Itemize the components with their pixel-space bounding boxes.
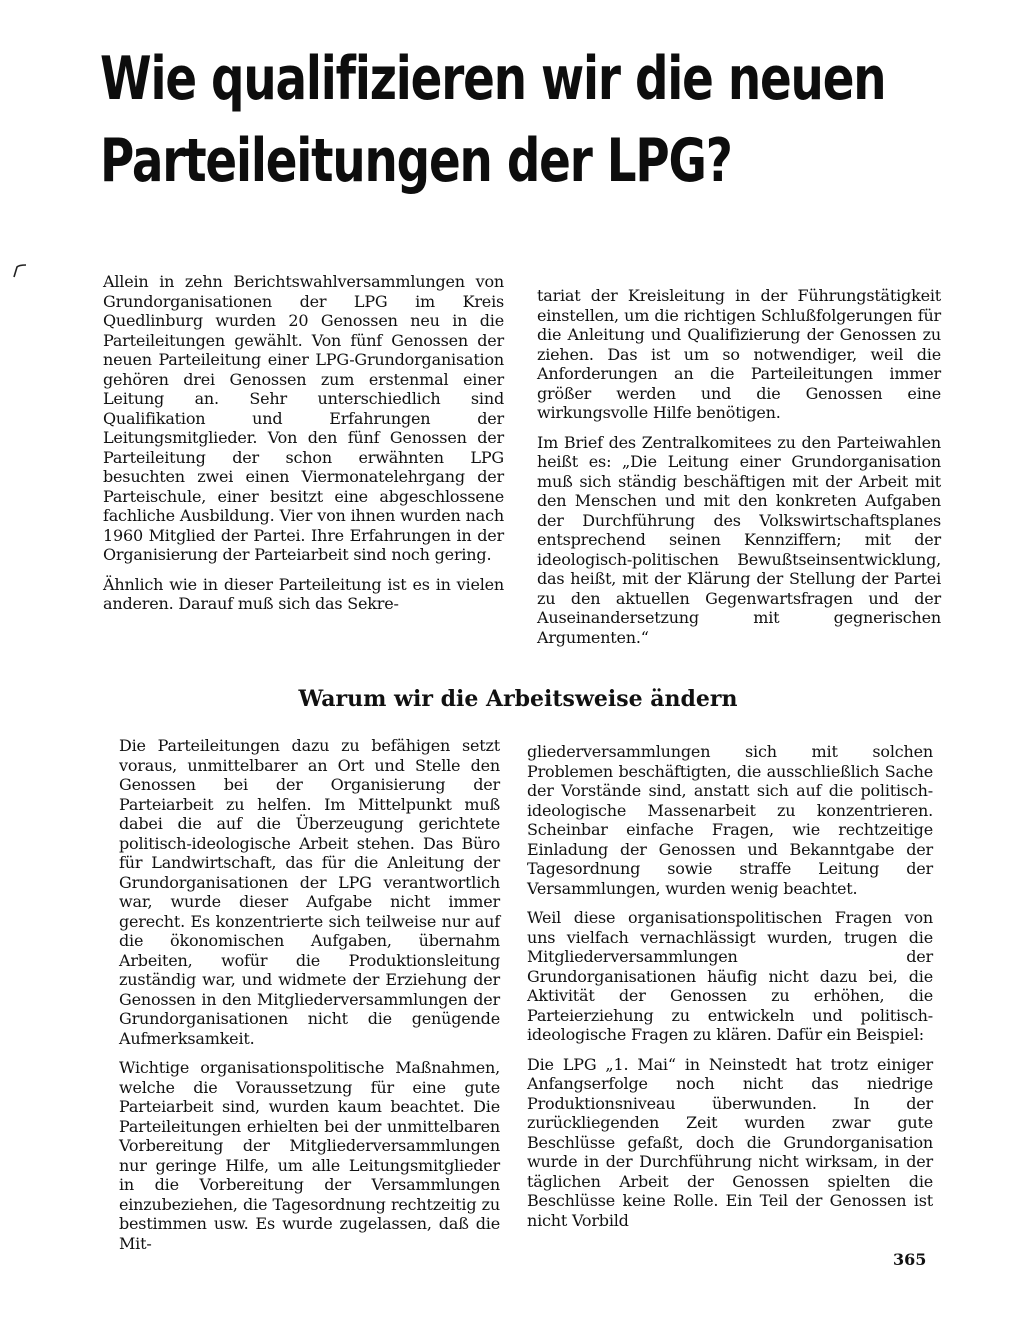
paragraph: Im Brief des Zentralkomitees zu den Parteiwahlen heißt es: „Die Leitung einer Grundorganisation muß sich ständig beschäftigen mit der Arbeit mit den Menschen und mit den konkreten Aufgaben der Durchführung des Volkswirtschaftsplanes entsprechend seinen Kennziffern; mit der ideologisch-politischen Bewußtseinsentwicklung, das heißt, mit der Klärung der Stellung der Partei zu den aktuellen Gegenwartsfragen und der Auseinandersetzung mit gegnerischen Argumenten.“ (537, 432, 941, 647)
article-title (100, 38, 886, 202)
column-4 (527, 742, 933, 1240)
margin-mark-icon (12, 264, 28, 278)
column-1 (103, 272, 504, 624)
title-line-1: Wie qualifizieren wir die neuen (100, 44, 886, 114)
paragraph: gliederversammlungen sich mit solchen Problemen beschäftigten, die ausschließlich Sache der Vorstände sind, anstatt sich auf die politisch-ideologische Massenarbeit zu konzentrieren. Scheinbar einfache Fragen, wie rechtzeitige Einladung der Genossen und Bekanntgabe der Tagesordnung sowie straffe Leitung der Versammlungen, wurden wenig beachtet. (527, 742, 933, 898)
section-heading: Warum wir die Arbeitsweise ändern (298, 686, 738, 712)
title-line-2: Parteileitungen der LPG? (100, 126, 732, 196)
paragraph: Die Parteileitungen dazu zu befähigen setzt voraus, unmittelbarer an Ort und Stelle den Genossen bei der Organisierung der Parteiarbeit zu helfen. Im Mittelpunkt muß dabei die auf die Überzeugung gerichtete politisch-ideologische Arbeit stehen. Das Büro für Landwirtschaft, das für die Anleitung der Grundorganisationen der LPG verantwortlich war, wurde dieser Aufgabe nicht immer gerecht. Es konzentrierte sich teilweise nur auf die ökonomischen Aufgaben, übernahm Arbeiten, wofür die Produktionsleitung zuständig war, und widmete der Erziehung der Genossen in den Mitgliederversammlungen der Grundorganisationen nicht die genügende Aufmerksamkeit. (119, 736, 500, 1048)
paragraph: Wichtige organisationspolitische Maßnahmen, welche die Voraussetzung für eine gute Parteiarbeit sind, wurden kaum beachtet. Die Parteileitungen erhielten bei der unmittelbaren Vorbereitung der Mitgliederversammlungen nur geringe Hilfe, um alle Leitungsmitglieder in die Vorbereitung der Versammlungen einzubeziehen, die Tagesordnung rechtzeitig zu bestimmen usw. Es wurde zugelassen, daß die Mit- (119, 1058, 500, 1253)
paragraph: Die LPG „1. Mai“ in Neinstedt hat trotz einiger Anfangserfolge noch nicht das niedrige Produktionsniveau überwunden. In der zurückliegenden Zeit wurden zwar gute Beschlüsse gefaßt, doch die Grundorganisation wurde in der Durchführung nicht wirksam, in der täglichen Arbeit der Genossen spielten die Beschlüsse keine Rolle. Ein Teil der Genossen ist nicht Vorbild (527, 1054, 933, 1230)
page-number: 365 (893, 1250, 927, 1269)
paragraph: tariat der Kreisleitung in der Führungstätigkeit einstellen, um die richtigen Schlußfolgerungen für die Anleitung und Qualifizierung der Genossen zu ziehen. Das ist um so notwendiger, weil die Anforderungen an die Parteileitungen immer größer werden und die Genossen eine wirkungsvolle Hilfe benötigen. (537, 286, 941, 422)
column-3 (119, 736, 500, 1263)
paragraph: Allein in zehn Berichtswahlversammlungen von Grundorganisationen der LPG im Kreis Quedlinburg wurden 20 Genossen neu in die Parteileitungen gewählt. Von fünf Genossen der neuen Parteileitung einer LPG-Grundorganisation gehören drei Genossen zum erstenmal einer Leitung an. Sehr unterschiedlich sind Qualifikation und Erfahrungen der Leitungsmitglieder. Von den fünf Genossen der Parteileitung der schon erwähnten LPG besuchten zwei einen Viermonatelehrgang der Parteischule, einer besitzt eine abgeschlossene fachliche Ausbildung. Vier von ihnen wurden nach 1960 Mitglied der Partei. Ihre Erfahrungen in der Organisierung der Parteiarbeit sind noch gering. (103, 272, 504, 564)
column-2 (537, 286, 941, 657)
paragraph: Ähnlich wie in dieser Parteileitung ist es in vielen anderen. Darauf muß sich das Sekre- (103, 574, 504, 613)
paragraph: Weil diese organisationspolitischen Fragen von uns vielfach vernachlässigt wurden, trugen die Mitgliederversammlungen der Grundorganisationen häufig nicht dazu bei, die Aktivität der Genossen zu erhöhen, die Parteierziehung zu entwickeln und politisch-ideologische Fragen zu klären. Dafür ein Beispiel: (527, 908, 933, 1044)
